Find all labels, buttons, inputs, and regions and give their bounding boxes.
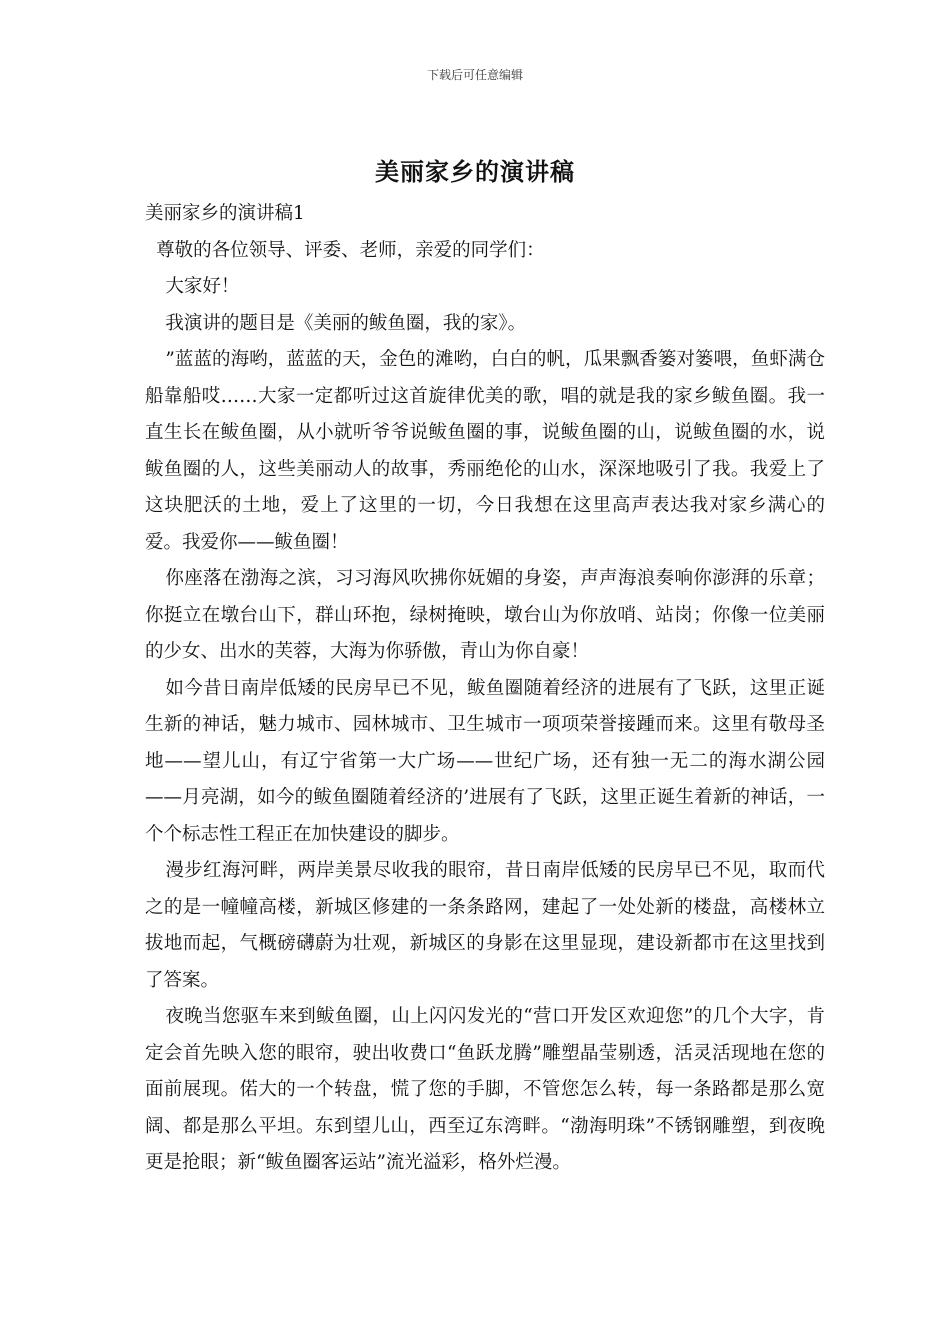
paragraph-location: 你座落在渤海之滨，习习海风吹拂你妩媚的身姿，声声海浪奏响你澎湃的乐章；你挺立在墩台山下，群山环抱，绿树掩映，墩台山为你放哨、站岗；你像一位美丽的少女、出水的芙蓉，大海为你骄傲，青山为你自豪！ <box>145 568 825 662</box>
paragraph-greeting: 大家好！ <box>165 276 240 297</box>
paragraph-river: 漫步红海河畔，两岸美景尽收我的眼帘，昔日南岸低矮的民房早已不见，取而代之的是一幢幢高楼，新城区修建的一条条路网，建起了一处处新的楼盘，高楼林立拔地而起，气概磅礴蔚为壮观，新城区的身影在这里显现，建设新都市在这里找到了答案。 <box>145 860 825 991</box>
paragraph-topic: 我演讲的题目是《美丽的鲅鱼圈，我的家》。 <box>165 312 527 334</box>
document-body <box>145 196 825 1182</box>
salutation: 尊敬的各位领导、评委、老师，亲爱的同学们： <box>156 239 545 261</box>
paragraph-night: 夜晚当您驱车来到鲅鱼圈，山上闪闪发光的“营口开发区欢迎您”的几个大字，肯定会首先映入您的眼帘，驶出收费口“鱼跃龙腾”雕塑晶莹剔透，活灵活现地在您的面前展现。偌大的一个转盘，慌了您的手脚，不管您怎么转，每一条路都是那么宽阔、都是那么平坦。东到望儿山，西至辽东湾畔。“渤海明珠”不锈钢雕塑，到夜晚更是抢眼；新“鲅鱼圈客运站”流光溢彩，格外烂漫。 <box>145 1006 825 1173</box>
paragraph-song: ”蓝蓝的海哟，蓝蓝的天，金色的滩哟，白白的帆，瓜果飘香篓对篓喂，鱼虾满仓船靠船哎……大家一定都听过这首旋律优美的歌，唱的就是我的家乡鲅鱼圈。我一直生长在鲅鱼圈，从小就听爷爷说鲅鱼圈的事，说鲅鱼圈的山，说鲅鱼圈的水，说鲅鱼圈的人，这些美丽动人的故事，秀丽绝伦的山水，深深地吸引了我。我爱上了这块肥沃的土地，爱上了这里的一切，今日我想在这里高声表达我对家乡满心的爱。我爱你——鲅鱼圈！ <box>145 349 825 553</box>
paragraph-development: 如今昔日南岸低矮的民房早已不见，鲅鱼圈随着经济的进展有了飞跃，这里正诞生新的神话，魅力城市、园林城市、卫生城市一项项荣誉接踵而来。这里有敬母圣地——望儿山，有辽宁省第一大广场——世纪广场，还有独一无二的海水湖公园——月亮湖，如今的鲅鱼圈随着经济的’进展有了飞跃，这里正诞生着新的神话，一个个标志性工程正在加快建设的脚步。 <box>145 677 825 845</box>
document-title: 美丽家乡的演讲稿 <box>375 157 575 186</box>
header-note: 下载后可任意编辑 <box>426 68 523 82</box>
section-subtitle: 美丽家乡的演讲稿1 <box>145 203 305 224</box>
